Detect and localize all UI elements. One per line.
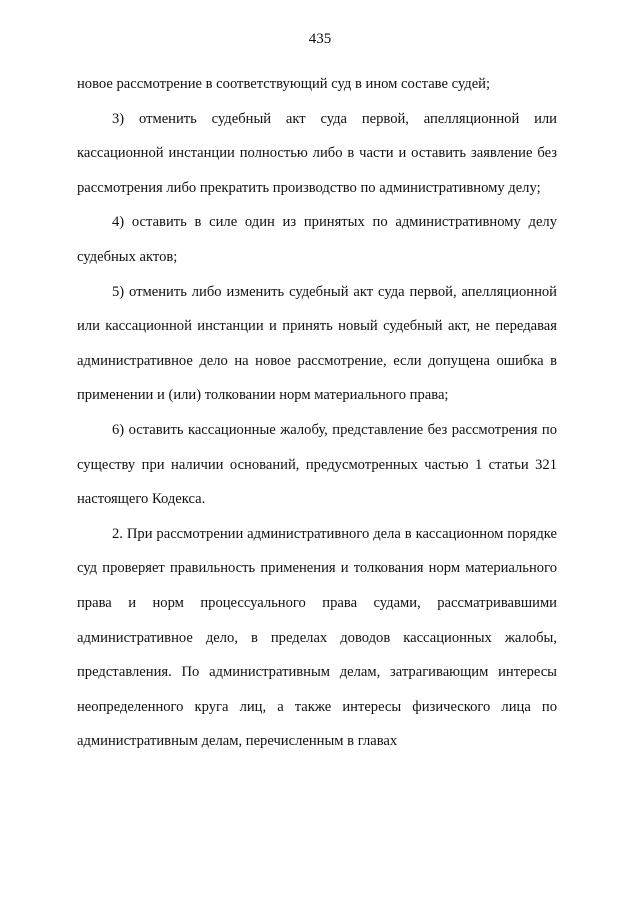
- paragraph-continuation: новое рассмотрение в соответствующий суд в ином составе судей;: [77, 76, 491, 92]
- page-number: 435: [308, 31, 332, 47]
- paragraph-item-5: 5) отменить либо изменить судебный акт суда первой, апелляционной или кассационной инстанции и принять новый судебный акт, не передавая административное дело на новое рассмотрение, если допущена ошибка в применении и (или) толковании норм материального права;: [77, 283, 557, 404]
- paragraph-item-3: 3) отменить судебный акт суда первой, апелляционной или кассационной инстанции полностью либо в части и оставить заявление без рассмотрения либо прекратить производство по административному делу;: [77, 110, 557, 196]
- paragraph-item-4: 4) оставить в силе один из принятых по административному делу судебных актов;: [77, 214, 557, 265]
- paragraph-item-6: 6) оставить кассационные жалобу, представление без рассмотрения по существу при наличии оснований, предусмотренных частью 1 статьи 321 настоящего Кодекса.: [77, 421, 557, 508]
- document-body: [77, 67, 557, 759]
- paragraph-section-2: 2. При рассмотрении административного дела в кассационном порядке суд проверяет правильность применения и толкования норм материального права и норм процессуального права судами, рассматривавшими административное дело, в пределах доводов кассационных жалобы, представления. По административным делам, затрагивающим интересы неопределенного круга лиц, а также интересы физического лица по административным делам, перечисленным в главах: [77, 525, 557, 750]
